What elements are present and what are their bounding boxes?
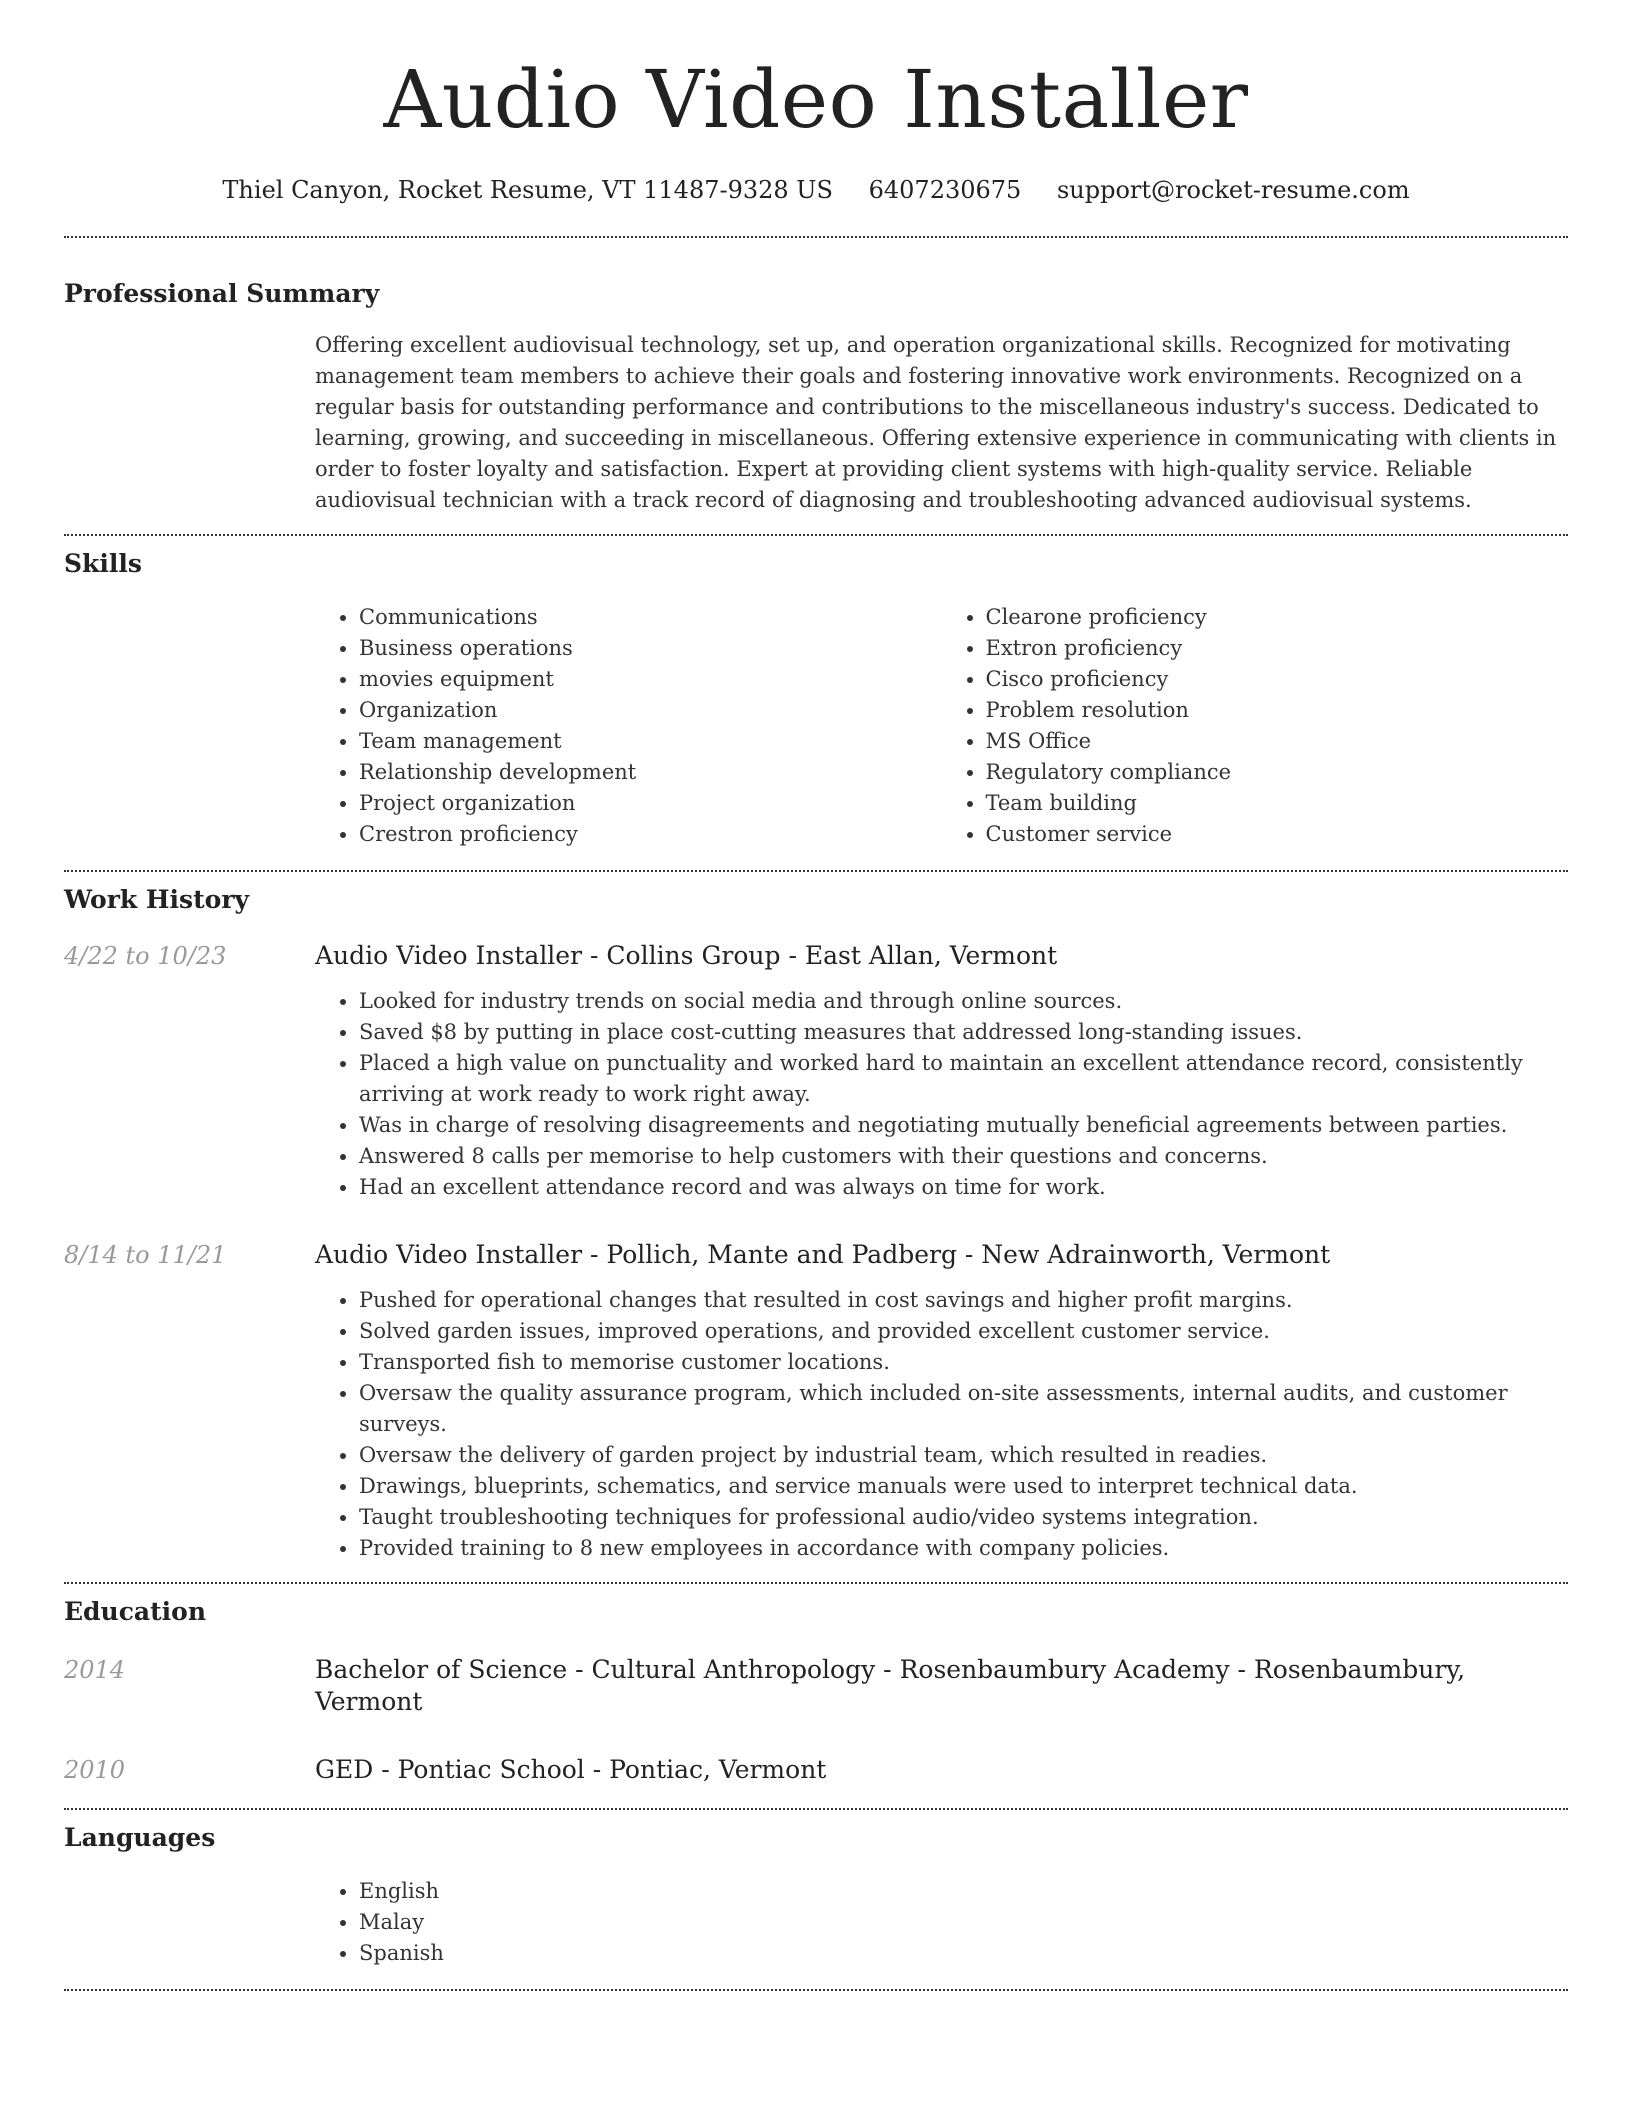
skills-list-right — [942, 602, 1569, 850]
skill-item: • Team management — [359, 726, 942, 757]
skills-list-left — [315, 602, 942, 850]
language-item: • English — [359, 1876, 1568, 1907]
job-bullet: • Answered 8 calls per memorise to help customers with their questions and concerns. — [359, 1141, 1568, 1172]
resume-header — [64, 0, 1568, 206]
skill-item: • Communications — [359, 602, 942, 633]
contact-phone: 6407230675 — [868, 176, 1022, 204]
job-bullet: • Transported fish to memorise customer locations. — [359, 1347, 1568, 1378]
job-entry — [64, 940, 1568, 1203]
language-item: • Spanish — [359, 1938, 1568, 1969]
education-entry — [64, 1754, 1568, 1786]
job-bullet: • Oversaw the delivery of garden project by industrial team, which resulted in readies. — [359, 1440, 1568, 1471]
job-bullet: • Pushed for operational changes that resulted in cost savings and higher profit margins. — [359, 1285, 1568, 1316]
skill-item: • Customer service — [986, 819, 1569, 850]
languages-list-wrap — [315, 1876, 1568, 1969]
job-details — [315, 1285, 1568, 1564]
job-header — [64, 940, 1568, 972]
skill-item: • Clearone proficiency — [986, 602, 1569, 633]
candidate-name: Audio Video Installer — [383, 53, 1249, 146]
divider — [64, 1582, 1568, 1584]
skill-item: • Business operations — [359, 633, 942, 664]
skill-item: • Extron proficiency — [986, 633, 1569, 664]
job-entry — [64, 1239, 1568, 1564]
skill-item: • Team building — [986, 788, 1569, 819]
skills-section — [64, 548, 1568, 850]
section-title-languages: Languages — [64, 1823, 216, 1852]
job-bullet: • Was in charge of resolving disagreements and negotiating mutually beneficial agreements between parties. — [359, 1110, 1568, 1141]
job-bullet: • Had an excellent attendance record and was always on time for work. — [359, 1172, 1568, 1203]
education-section — [64, 1596, 1568, 1786]
languages-list — [315, 1876, 1568, 1969]
job-bullet: • Placed a high value on punctuality and worked hard to maintain an excellent attendance record, consistently arriving at work ready to work right away. — [359, 1048, 1568, 1110]
skill-item: • Relationship development — [359, 757, 942, 788]
work-history-section — [64, 884, 1568, 1564]
divider — [64, 1808, 1568, 1810]
job-bullet: • Provided training to 8 new employees in accordance with company policies. — [359, 1533, 1568, 1564]
job-bullets — [315, 986, 1568, 1203]
divider — [64, 1989, 1568, 1991]
skill-item: • MS Office — [986, 726, 1569, 757]
section-title-skills: Skills — [64, 549, 142, 578]
job-dates: 8/14 to 11/21 — [64, 1241, 227, 1269]
section-title-work-history: Work History — [64, 885, 250, 914]
skill-item: • Problem resolution — [986, 695, 1569, 726]
job-bullet: • Taught troubleshooting techniques for professional audio/video systems integration. — [359, 1502, 1568, 1533]
skill-item: • Organization — [359, 695, 942, 726]
job-bullet: • Oversaw the quality assurance program, which included on-site assessments, internal audits, and customer surveys. — [359, 1378, 1568, 1440]
job-header — [64, 1239, 1568, 1271]
skills-grid — [315, 602, 1568, 850]
summary-text: Offering excellent audiovisual technology, set up, and operation organizational skills. Recognized for motivating management team members to achieve their goals and fostering innovative work environments. Recognized on a regular basis for outstanding performance and contributions to the miscellaneous industry's success. Dedicated to learning, growing, and succeeding in miscellaneous. Offering extensive experience in communicating with clients in order to foster loyalty and satisfaction. Expert at providing client systems with high-quality service. Reliable audiovisual technician with a track record of diagnosing and troubleshooting advanced audiovisual systems. — [315, 333, 1557, 512]
education-title: Bachelor of Science - Cultural Anthropology - Rosenbaumbury Academy - Rosenbaumbury, Vermont — [315, 1655, 1466, 1716]
section-title-education: Education — [64, 1597, 207, 1626]
skill-item: • movies equipment — [359, 664, 942, 695]
summary-section — [64, 278, 1568, 516]
job-bullets — [315, 1285, 1568, 1564]
resume-page — [64, 0, 1568, 1991]
job-title: Audio Video Installer - Collins Group - East Allan, Vermont — [315, 941, 1058, 970]
section-title-summary: Professional Summary — [64, 279, 380, 308]
skill-item: • Crestron proficiency — [359, 819, 942, 850]
education-year: 2014 — [64, 1656, 126, 1684]
language-item: • Malay — [359, 1907, 1568, 1938]
contact-address: Thiel Canyon, Rocket Resume, VT 11487-9328 US — [222, 176, 833, 204]
job-title: Audio Video Installer - Pollich, Mante and Padberg - New Adrainworth, Vermont — [315, 1240, 1331, 1269]
job-dates: 4/22 to 10/23 — [64, 942, 227, 970]
education-year: 2010 — [64, 1756, 126, 1784]
divider — [64, 870, 1568, 872]
skill-item: • Cisco proficiency — [986, 664, 1569, 695]
skill-item: • Project organization — [359, 788, 942, 819]
job-bullet: • Solved garden issues, improved operations, and provided excellent customer service. — [359, 1316, 1568, 1347]
job-bullet: • Looked for industry trends on social media and through online sources. — [359, 986, 1568, 1017]
divider — [64, 236, 1568, 238]
skill-item: • Regulatory compliance — [986, 757, 1569, 788]
contact-line — [64, 174, 1568, 206]
education-title: GED - Pontiac School - Pontiac, Vermont — [315, 1755, 827, 1784]
languages-section — [64, 1822, 1568, 1969]
job-bullet: • Saved $8 by putting in place cost-cutting measures that addressed long-standing issues. — [359, 1017, 1568, 1048]
contact-email: support@rocket-resume.com — [1056, 176, 1410, 204]
job-details — [315, 986, 1568, 1203]
education-entry — [64, 1654, 1568, 1718]
job-bullet: • Drawings, blueprints, schematics, and service manuals were used to interpret technical data. — [359, 1471, 1568, 1502]
divider — [64, 534, 1568, 536]
